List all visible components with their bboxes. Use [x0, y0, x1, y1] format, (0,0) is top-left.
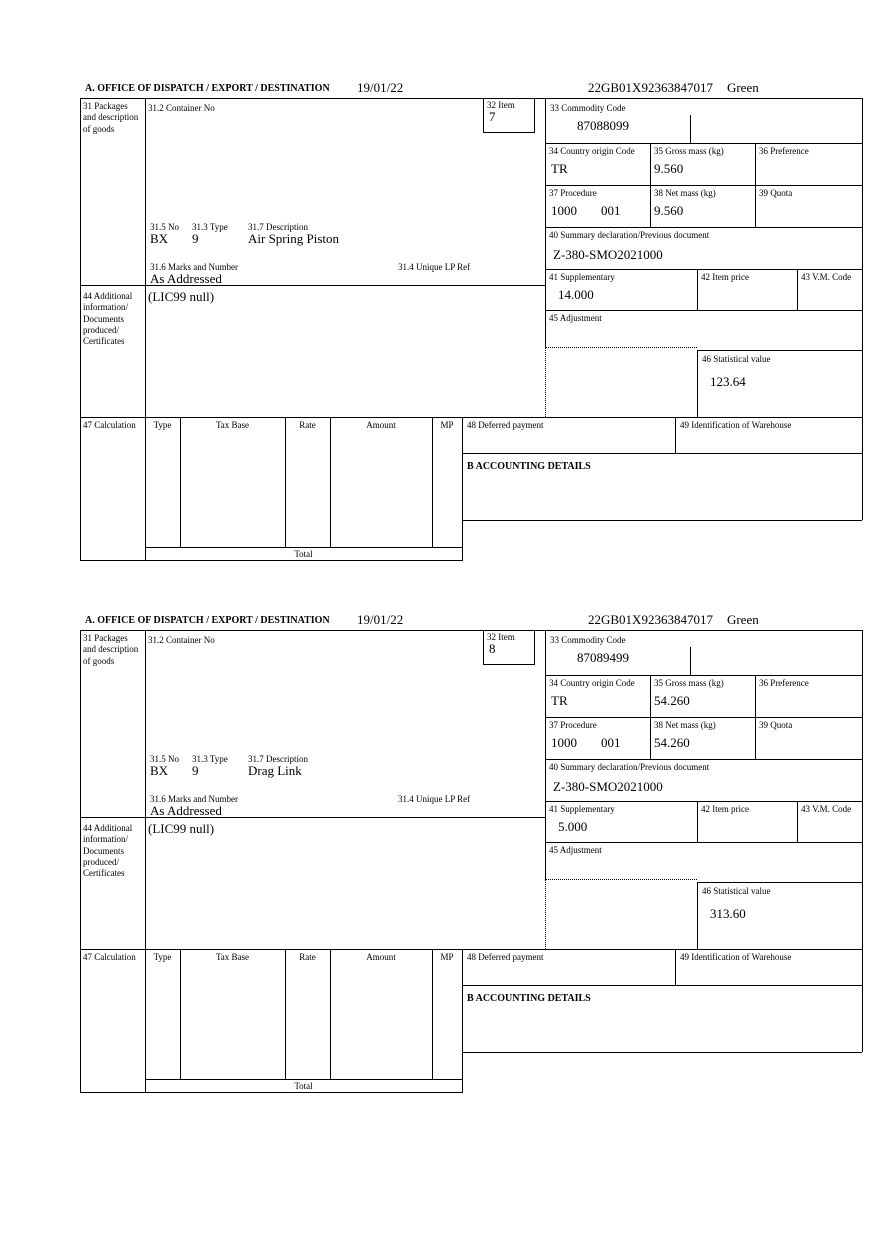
- calc-col2-divider: [285, 949, 286, 1079]
- preference-label: 36 Preference: [759, 146, 809, 156]
- marks-and-number-label: 31.6 Marks and Number: [150, 794, 238, 804]
- calc-col4-divider: [432, 417, 433, 547]
- unique-lp-ref-label: 31.4 Unique LP Ref: [398, 794, 471, 804]
- box44-label: 44 Additional information/ Documents produced/ Certificates: [83, 823, 133, 878]
- box44-label: 44 Additional information/ Documents produced/ Certificates: [83, 291, 133, 346]
- commodity-code-label: 33 Commodity Code: [550, 635, 626, 645]
- description-label: 31.7 Description: [248, 754, 308, 764]
- box33-bottom-border: [545, 143, 862, 144]
- box48-49-bottom-border: [462, 453, 862, 454]
- box40-bottom-border: [545, 801, 862, 802]
- commodity-code-label: 33 Commodity Code: [550, 103, 626, 113]
- item-number-value: 8: [489, 641, 496, 656]
- box33-bottom-border: [545, 675, 862, 676]
- preference-label: 36 Preference: [759, 678, 809, 688]
- box36-39-left-border: [755, 143, 756, 227]
- item-price-label: 42 Item price: [701, 272, 749, 282]
- accounting-details-label: B ACCOUNTING DETAILS: [467, 461, 591, 472]
- dotted-horizontal-divider: [545, 879, 697, 880]
- declaration-reference: [588, 613, 759, 627]
- outer-bottom-left-border: [80, 560, 463, 561]
- supplementary-label: 41 Supplementary: [549, 272, 615, 282]
- box41-row-bottom-border: [545, 310, 862, 311]
- declaration-date: 19/01/22: [357, 612, 404, 627]
- calc-rate-header: Rate: [299, 952, 316, 962]
- summary-declaration-label: 40 Summary declaration/Previous document: [549, 762, 710, 772]
- box34-row-bottom-border: [545, 717, 862, 718]
- calc-col3-divider: [330, 417, 331, 547]
- office-of-dispatch-title: A. OFFICE OF DISPATCH / EXPORT / DESTINATION: [85, 615, 330, 626]
- quota-label: 39 Quota: [759, 188, 793, 198]
- box41-row-bottom-border: [545, 842, 862, 843]
- previous-document-value: Z-380-SMO2021000: [553, 779, 663, 794]
- outer-bottom-left-border: [80, 1092, 463, 1093]
- additional-info-value: (LIC99 null): [148, 821, 215, 836]
- procedure-code-main: 1000: [551, 735, 577, 750]
- package-type-label: 31.3 Type: [192, 222, 228, 232]
- dotted-vertical-divider: [545, 347, 546, 417]
- box35-38-left-border: [650, 143, 651, 227]
- box49-left-border: [675, 949, 676, 985]
- dotted-horizontal-divider: [545, 347, 697, 348]
- procedure-code-main: 1000: [551, 203, 577, 218]
- adjustment-label: 45 Adjustment: [549, 313, 602, 323]
- commodity-code-value: 87089499: [577, 650, 629, 665]
- container-no-label: 31.2 Container No: [148, 635, 215, 645]
- outer-bottom-right-border: [462, 520, 862, 521]
- package-no-label: 31.5 No: [150, 222, 179, 232]
- item-price-label: 42 Item price: [701, 804, 749, 814]
- calc-amount-header: Amount: [366, 420, 396, 430]
- box48-49-bottom-border: [462, 985, 862, 986]
- box46-left-border: [697, 882, 698, 949]
- vm-code-label: 43 V.M. Code: [801, 804, 852, 814]
- marks-value: As Addressed: [150, 803, 222, 818]
- calc-total-label: Total: [294, 549, 313, 559]
- procedure-code-extra: 001: [601, 203, 621, 218]
- item-form-box: [80, 98, 862, 560]
- office-of-dispatch-title: A. OFFICE OF DISPATCH / EXPORT / DESTINATION: [85, 83, 330, 94]
- reference-number: 22GB01X92363847017: [588, 612, 713, 627]
- box47-top-border: [80, 949, 862, 950]
- adjustment-label: 45 Adjustment: [549, 845, 602, 855]
- net-mass-value: 54.260: [654, 735, 690, 750]
- box42-left-border: [697, 801, 698, 842]
- package-no-label: 31.5 No: [150, 754, 179, 764]
- previous-document-value: Z-380-SMO2021000: [553, 247, 663, 262]
- goods-description-value: Air Spring Piston: [248, 231, 340, 246]
- country-origin-label: 34 Country origin Code: [549, 678, 635, 688]
- calc-col1-divider: [180, 949, 181, 1079]
- description-label: 31.7 Description: [248, 222, 308, 232]
- calc-col1-divider: [180, 417, 181, 547]
- quota-label: 39 Quota: [759, 720, 793, 730]
- goods-description-value: Drag Link: [248, 763, 302, 778]
- commodity-code-tick: [690, 115, 691, 143]
- calc-table-right-border: [462, 417, 463, 560]
- calc-col4-divider: [432, 949, 433, 1079]
- gross-mass-value: 54.260: [654, 693, 690, 708]
- calc-table-right-border: [462, 949, 463, 1092]
- calc-amount-header: Amount: [366, 952, 396, 962]
- calc-col2-divider: [285, 417, 286, 547]
- item-form-box: [80, 630, 862, 1092]
- declaration-reference: [588, 81, 759, 95]
- declaration-date: 19/01/22: [357, 80, 404, 95]
- commodity-code-value: 87088099: [577, 118, 629, 133]
- procedure-code-extra: 001: [601, 735, 621, 750]
- calc-tax-base-header: Tax Base: [215, 952, 250, 962]
- left-column-divider: [145, 630, 146, 1092]
- calc-type-header: Type: [153, 420, 172, 430]
- calc-tax-base-header: Tax Base: [215, 420, 250, 430]
- supplementary-value: 5.000: [558, 819, 588, 834]
- box46-top-border: [697, 882, 862, 883]
- box32-item-box: [483, 98, 535, 133]
- package-no-value: BX: [150, 763, 169, 778]
- reference-status: Green: [726, 612, 759, 627]
- box47-label: 47 Calculation: [83, 952, 136, 962]
- procedure-value: [551, 204, 621, 218]
- outer-left-border: [80, 98, 81, 560]
- box32-item-box: [483, 630, 535, 665]
- left-column-divider: [145, 98, 146, 560]
- declaration-item-section: [0, 612, 882, 1112]
- calc-col3-divider: [330, 949, 331, 1079]
- box47-label: 47 Calculation: [83, 420, 136, 430]
- calc-mp-header: MP: [440, 952, 454, 962]
- box37-row-bottom-border: [545, 227, 862, 228]
- statistical-value: 313.60: [710, 906, 746, 921]
- calc-mp-header: MP: [440, 420, 454, 430]
- statistical-value-label: 46 Statistical value: [702, 354, 771, 364]
- item-number-value: 7: [489, 109, 496, 124]
- dotted-vertical-divider: [545, 879, 546, 949]
- gross-mass-label: 35 Gross mass (kg): [654, 678, 724, 688]
- commodity-code-tick: [690, 647, 691, 675]
- outer-left-border: [80, 630, 81, 1092]
- warehouse-id-label: 49 Identification of Warehouse: [680, 952, 792, 962]
- box46-left-border: [697, 350, 698, 417]
- box35-38-left-border: [650, 675, 651, 759]
- reference-number: 22GB01X92363847017: [588, 80, 713, 95]
- outer-top-border: [80, 98, 862, 99]
- calc-type-header: Type: [153, 952, 172, 962]
- procedure-label: 37 Procedure: [549, 720, 597, 730]
- net-mass-label: 38 Net mass (kg): [654, 720, 716, 730]
- calc-rate-header: Rate: [299, 420, 316, 430]
- package-no-value: BX: [150, 231, 169, 246]
- outer-right-border: [862, 630, 863, 1052]
- outer-right-border: [862, 98, 863, 520]
- box46-top-border: [697, 350, 862, 351]
- box34-row-bottom-border: [545, 185, 862, 186]
- net-mass-value: 9.560: [654, 203, 684, 218]
- box31-label: 31 Packages and description of goods: [83, 633, 139, 666]
- marks-value: As Addressed: [150, 271, 222, 286]
- item-label: 32 Item: [487, 100, 515, 110]
- declaration-item-section: [0, 80, 882, 580]
- reference-status: Green: [726, 80, 759, 95]
- package-type-value: 9: [192, 231, 199, 246]
- deferred-payment-label: 48 Deferred payment: [467, 952, 544, 962]
- statistical-value: 123.64: [710, 374, 746, 389]
- box40-bottom-border: [545, 269, 862, 270]
- marks-and-number-label: 31.6 Marks and Number: [150, 262, 238, 272]
- deferred-payment-label: 48 Deferred payment: [467, 420, 544, 430]
- package-type-label: 31.3 Type: [192, 754, 228, 764]
- box49-left-border: [675, 417, 676, 453]
- procedure-value: [551, 736, 621, 750]
- outer-top-border: [80, 630, 862, 631]
- country-origin-value: TR: [551, 693, 568, 708]
- supplementary-value: 14.000: [558, 287, 594, 302]
- calc-total-label: Total: [294, 1081, 313, 1091]
- unique-lp-ref-label: 31.4 Unique LP Ref: [398, 262, 471, 272]
- procedure-label: 37 Procedure: [549, 188, 597, 198]
- country-origin-label: 34 Country origin Code: [549, 146, 635, 156]
- net-mass-label: 38 Net mass (kg): [654, 188, 716, 198]
- box37-row-bottom-border: [545, 759, 862, 760]
- gross-mass-value: 9.560: [654, 161, 684, 176]
- additional-info-value: (LIC99 null): [148, 289, 215, 304]
- box43-left-border: [797, 801, 798, 842]
- warehouse-id-label: 49 Identification of Warehouse: [680, 420, 792, 430]
- box31-label: 31 Packages and description of goods: [83, 101, 139, 134]
- total-row-top-border: [145, 1079, 462, 1080]
- country-origin-value: TR: [551, 161, 568, 176]
- statistical-value-label: 46 Statistical value: [702, 886, 771, 896]
- total-row-top-border: [145, 547, 462, 548]
- supplementary-label: 41 Supplementary: [549, 804, 615, 814]
- box36-39-left-border: [755, 675, 756, 759]
- box43-left-border: [797, 269, 798, 310]
- item-label: 32 Item: [487, 632, 515, 642]
- summary-declaration-label: 40 Summary declaration/Previous document: [549, 230, 710, 240]
- outer-bottom-right-border: [462, 1052, 862, 1053]
- box42-left-border: [697, 269, 698, 310]
- gross-mass-label: 35 Gross mass (kg): [654, 146, 724, 156]
- accounting-details-label: B ACCOUNTING DETAILS: [467, 993, 591, 1004]
- container-no-label: 31.2 Container No: [148, 103, 215, 113]
- box47-top-border: [80, 417, 862, 418]
- vm-code-label: 43 V.M. Code: [801, 272, 852, 282]
- package-type-value: 9: [192, 763, 199, 778]
